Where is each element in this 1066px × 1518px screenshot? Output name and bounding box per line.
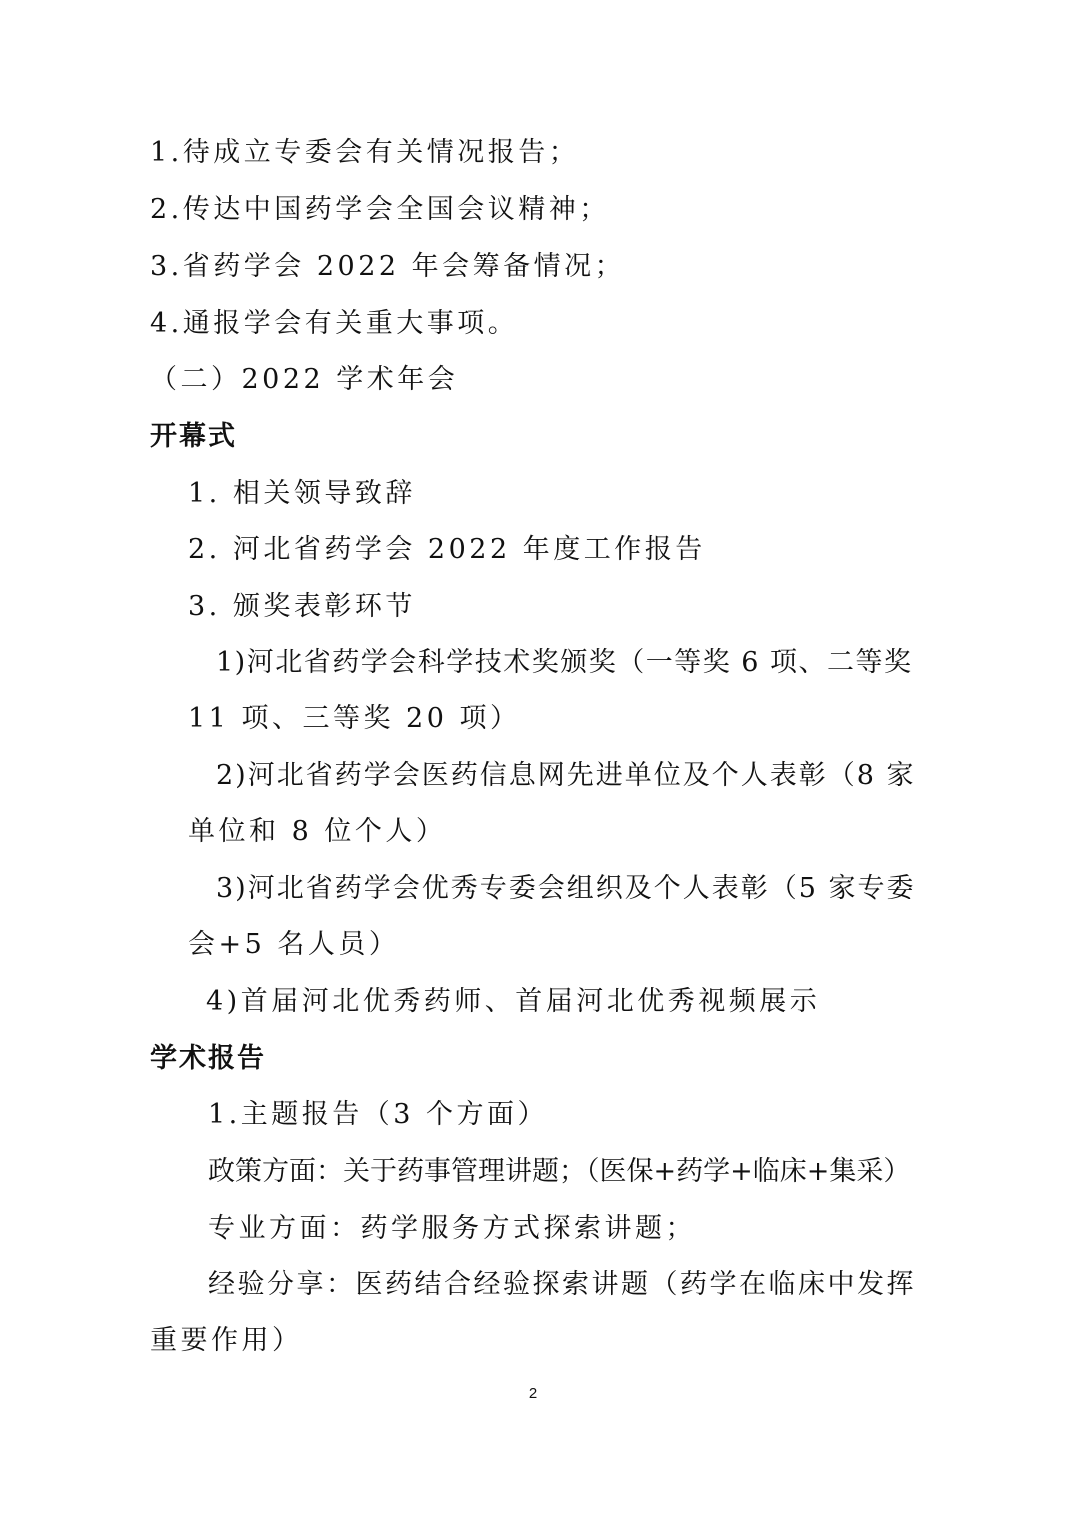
text-line: 重要作用） xyxy=(150,1325,303,1356)
text-line: 2)河北省药学会医药信息网先进单位及个人表彰（8 家 xyxy=(216,760,916,791)
heading-opening-ceremony: 开幕式 xyxy=(150,421,237,452)
text-line: 会+5 名人员） xyxy=(188,929,400,960)
text-line: 2. 河北省药学会 2022 年度工作报告 xyxy=(188,534,706,565)
text-line: 2.传达中国药学会全国会议精神； xyxy=(150,194,610,225)
text-line: 1.待成立专委会有关情况报告； xyxy=(150,137,580,168)
text-line: 3.省药学会 2022 年会筹备情况； xyxy=(150,251,626,282)
text-line: 11 项、三等奖 20 项） xyxy=(188,703,521,734)
text-line: 3. 颁奖表彰环节 xyxy=(188,591,416,622)
section-title: （二）2022 学术年会 xyxy=(150,364,459,395)
text-line: 3)河北省药学会优秀专委会组织及个人表彰（5 家专委 xyxy=(216,873,916,904)
text-line: 4.通报学会有关重大事项。 xyxy=(150,308,519,339)
text-line: 4)首届河北优秀药师、首届河北优秀视频展示 xyxy=(206,986,821,1017)
text-line: 1)河北省药学会科学技术奖颁奖（一等奖 6 项、二等奖 xyxy=(216,647,913,678)
heading-academic-report: 学术报告 xyxy=(150,1043,266,1074)
text-line: 1.主题报告（3 个方面） xyxy=(208,1099,549,1130)
page-number: 2 xyxy=(528,1385,538,1402)
text-line: 专业方面：药学服务方式探索讲题； xyxy=(208,1213,696,1244)
text-line: 政策方面：关于药事管理讲题；（医保+药学+临床+集采） xyxy=(208,1156,911,1187)
text-line: 经验分享：医药结合经验探索讲题（药学在临床中发挥 xyxy=(208,1269,916,1300)
text-line: 1. 相关领导致辞 xyxy=(188,478,416,509)
text-line: 单位和 8 位个人） xyxy=(188,816,447,847)
